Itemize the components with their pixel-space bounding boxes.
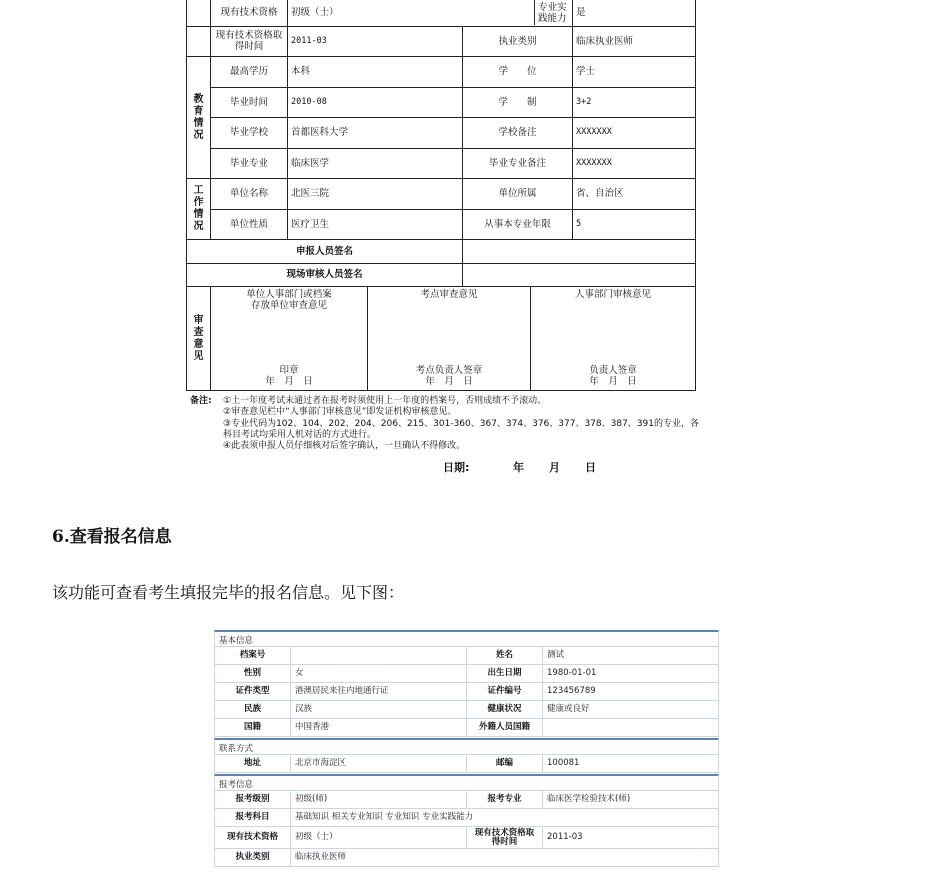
review-stamp-label: 负责人签章 (589, 365, 637, 376)
form-row (187, 179, 696, 210)
form-row (187, 240, 696, 264)
field-label: 外籍人员国籍 (467, 719, 543, 737)
review-stamp-label: 考点负责人签章 (415, 365, 483, 376)
note-item: ③专业代码为102、104、202、204、206、215、301-360、367、374、376、377、378、387、391的专业，各科目考试均采用人机对话的方式进行。 (223, 418, 699, 440)
application-form (186, 0, 696, 391)
field-value: 汉族 (291, 701, 467, 719)
form-cell (187, 26, 211, 57)
form-value (288, 0, 573, 26)
field-label: 地址 (215, 755, 291, 773)
review-hr-title: 人事部门审核意见 (575, 289, 652, 300)
form-value-text: 初级（士） (288, 0, 535, 25)
field-label: 姓名 (467, 647, 543, 665)
basic-info-table (214, 646, 719, 737)
form-label: 毕业学校 (211, 118, 288, 149)
form-label: 学 制 (463, 87, 573, 118)
form-value: 首都医科大学 (288, 118, 463, 149)
notes-label: 备注: (190, 396, 212, 406)
field-label: 档案号 (215, 647, 291, 665)
form-value: 北医三院 (288, 179, 463, 210)
form-value: 省、自治区 (573, 179, 696, 210)
contact-info-header: 联系方式 (214, 738, 719, 754)
review-side-label: 审查意见 (187, 287, 211, 391)
form-label: 现有技术资格取得时间 (211, 26, 288, 57)
field-value: 2011-03 (543, 827, 719, 849)
form-label: 毕业专业备注 (463, 148, 573, 179)
table-row (215, 755, 719, 773)
field-value (543, 719, 719, 737)
review-date-label: 年 月 日 (425, 376, 473, 387)
form-row (187, 263, 696, 287)
form-label: 单位所属 (463, 179, 573, 210)
form-label: 从事本专业年限 (463, 209, 573, 240)
form-label: 最高学历 (211, 57, 288, 88)
table-row (215, 647, 719, 665)
form-value: 本科 (288, 57, 463, 88)
note-item: ④此表须申报人员仔细核对后签字确认，一旦确认不得修改。 (223, 441, 466, 452)
form-value: 学士 (573, 57, 696, 88)
form-row (187, 26, 696, 57)
table-row (215, 809, 719, 827)
form-label: 执业类别 (463, 26, 573, 57)
form-label: 毕业时间 (211, 87, 288, 118)
onsite-signature-label: 现场审核人员签名 (187, 263, 463, 287)
form-label: 学 位 (463, 57, 573, 88)
field-value: 女 (291, 665, 467, 683)
section-description: 该功能可查看考生填报完毕的报名信息。见下图： (52, 583, 405, 602)
field-label: 出生日期 (467, 665, 543, 683)
field-value: 港澳居民来往内地通行证 (291, 683, 467, 701)
field-value: 初级（士） (291, 827, 467, 849)
review-unit-title: 存放单位审查意见 (250, 300, 327, 311)
review-exam-site (368, 287, 531, 390)
review-hr-dept (531, 287, 695, 390)
form-value: 3+2 (573, 87, 696, 118)
applicant-signature-field (463, 240, 696, 264)
form-label: 专业实践能力 (538, 1, 567, 24)
field-value: 基础知识 相关专业知识 专业知识 专业实践能力 (291, 809, 719, 827)
form-value: 2010-08 (288, 87, 463, 118)
form-notes (190, 396, 700, 452)
form-row (187, 57, 696, 88)
field-label: 国籍 (215, 719, 291, 737)
form-cell (187, 0, 211, 26)
form-value: 2011-03 (288, 26, 463, 57)
date-day: 日 (585, 461, 596, 474)
review-unit-title: 单位人事部门或档案 (246, 289, 332, 300)
field-value: 初级(师) (291, 791, 467, 809)
field-label: 报考科目 (215, 809, 291, 827)
field-value: 1980-01-01 (543, 665, 719, 683)
date-label: 日期: (443, 461, 470, 474)
form-label: 毕业专业 (211, 148, 288, 179)
field-value: 北京市海淀区 (291, 755, 467, 773)
applicant-signature-label: 申报人员签名 (187, 240, 463, 264)
field-label: 健康状况 (467, 701, 543, 719)
section-title: 6.查看报名信息 (52, 527, 172, 547)
form-label: 现有技术资格 (211, 0, 288, 26)
note-item: ①上一年度考试未通过者在报考时须使用上一年度的档案号，否则成绩不予滚动。 (223, 396, 547, 406)
field-value: 中国香港 (291, 719, 467, 737)
field-label: 证件编号 (467, 683, 543, 701)
form-value: XXXXXXX (573, 148, 696, 179)
field-label: 民族 (215, 701, 291, 719)
field-value (291, 647, 467, 665)
table-row (215, 849, 719, 867)
form-label: 学校备注 (463, 118, 573, 149)
field-value: 临床医学检验技术(师) (543, 791, 719, 809)
exam-info-header: 报考信息 (214, 774, 719, 790)
form-value: 是 (573, 0, 696, 26)
table-row (215, 701, 719, 719)
field-label: 报考级别 (215, 791, 291, 809)
field-value: 测试 (543, 647, 719, 665)
field-label: 邮编 (467, 755, 543, 773)
field-value: 100081 (543, 755, 719, 773)
review-site-title: 考点审查意见 (420, 289, 478, 300)
table-row (215, 683, 719, 701)
table-row (215, 665, 719, 683)
form-date-line (443, 459, 596, 475)
form-value: 5 (573, 209, 696, 240)
form-value: 临床执业医师 (573, 26, 696, 57)
table-row (215, 791, 719, 809)
review-block (211, 287, 696, 391)
contact-info-table (214, 754, 719, 773)
education-side-label: 教育情况 (187, 57, 211, 179)
review-stamp-label: 印章 (279, 365, 299, 376)
field-label: 证件类型 (215, 683, 291, 701)
review-date-label: 年 月 日 (589, 376, 637, 387)
field-label: 现有技术资格取得时间 (467, 827, 543, 849)
review-unit (211, 287, 368, 390)
review-date-label: 年 月 日 (265, 376, 313, 387)
form-label: 单位性质 (211, 209, 288, 240)
field-label: 执业类别 (215, 849, 291, 867)
form-row (187, 209, 696, 240)
exam-info-table (214, 790, 719, 867)
form-value: 医疗卫生 (288, 209, 463, 240)
onsite-signature-field (463, 263, 696, 287)
work-side-label: 工作情况 (187, 179, 211, 240)
field-label: 报考专业 (467, 791, 543, 809)
form-row (187, 0, 696, 26)
form-row (187, 87, 696, 118)
field-value: 临床执业医师 (291, 849, 719, 867)
table-row (215, 827, 719, 849)
field-value: 123456789 (543, 683, 719, 701)
field-value: 健康或良好 (543, 701, 719, 719)
date-month: 月 (549, 461, 560, 474)
note-item: ②审查意见栏中“人事部门审核意见”即发证机构审核意见。 (223, 407, 457, 418)
form-row (187, 148, 696, 179)
form-label: 单位名称 (211, 179, 288, 210)
date-year: 年 (513, 461, 524, 474)
registration-info-screenshot (214, 630, 719, 873)
table-row (215, 719, 719, 737)
basic-info-header: 基本信息 (214, 630, 719, 646)
field-label: 现有技术资格 (215, 827, 291, 849)
form-row (187, 287, 696, 391)
form-value: XXXXXXX (573, 118, 696, 149)
field-label: 性别 (215, 665, 291, 683)
form-row (187, 118, 696, 149)
form-value: 临床医学 (288, 148, 463, 179)
